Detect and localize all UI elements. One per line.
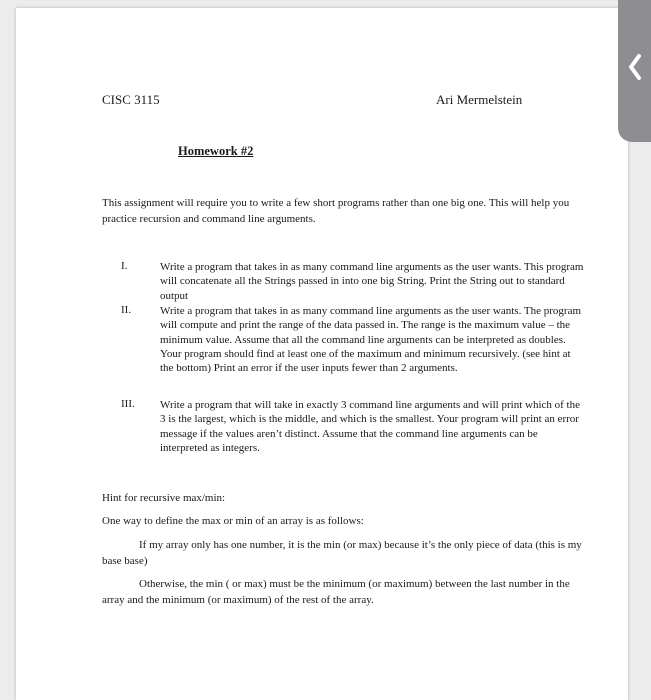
hint-base-case: If my array only has one number, it is the min (or max) because it’s the only piece of data (this is my base base) — [102, 539, 582, 567]
item-text-3: Write a program that will take in exactly 3 command line arguments and will print which of the 3 is the largest, which is the middle, and which is the smallest. Your program will print an error message if the values aren’t distinct. Assume that the command line arguments can be interpreted as integers. — [160, 399, 580, 454]
intro-paragraph: This assignment will require you to write a few short programs rather than one big one. This will help you practice recursion and command line arguments. — [102, 197, 570, 225]
item-number-2: II. — [121, 304, 132, 316]
page-title: Homework #2 — [178, 144, 254, 158]
item-text-2: Write a program that takes in as many command line arguments as the user wants. The program will compute and print the range of the data passed in. The range is the maximum value – the minimum value. Assume that all the command line arguments can be interpreted as doubles. Your program should find at least one of the maximum and minimum recursively. (see hint at the bottom) Print an error if the user inputs fewer than 2 arguments. — [160, 305, 582, 375]
hint-definition: One way to define the max or min of an array is as follows: — [102, 515, 364, 527]
chevron-left-icon — [625, 52, 645, 82]
item-text-1: Write a program that takes in as many command line arguments as the user wants. This program will concatenate all the Strings passed in into one big String. Print the String out to standard output — [160, 261, 584, 302]
document-page — [16, 8, 628, 700]
hint-heading: Hint for recursive max/min: — [102, 492, 226, 504]
side-panel-toggle[interactable] — [618, 0, 651, 142]
item-number-3: III. — [121, 398, 135, 410]
item-number-1: I. — [121, 260, 128, 272]
course-code: CISC 3115 — [102, 92, 160, 107]
author-name: Ari Mermelstein — [436, 92, 523, 107]
hint-recursive-case: Otherwise, the min ( or max) must be the minimum (or maximum) between the last number in the array and the minimum (or maximum) of the rest of the array. — [102, 578, 570, 606]
